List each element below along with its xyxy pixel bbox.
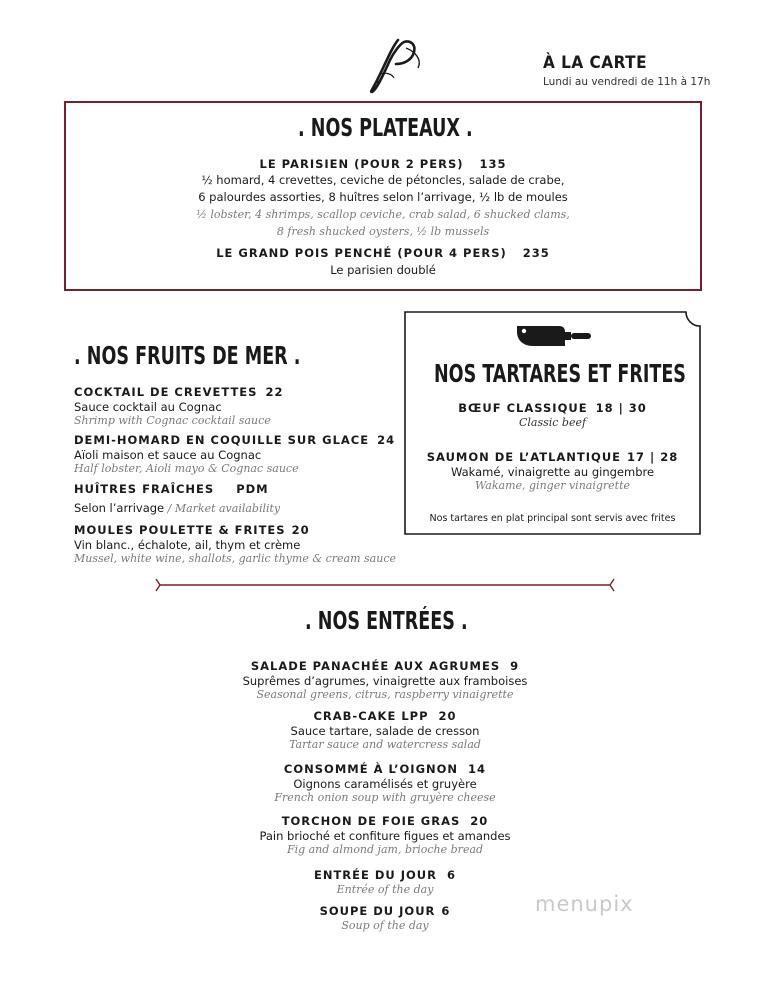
item-description-en: Fig and almond jam, brioche bread: [286, 843, 484, 856]
cleaver-icon: [515, 322, 593, 354]
entree-item: [150, 655, 620, 701]
section-divider: [154, 578, 616, 592]
item-price: 18 | 30: [595, 401, 647, 415]
item-description-fr: Selon l’arrivage: [74, 501, 165, 515]
item-name: DEMI-HOMARD EN COQUILLE SUR GLACE: [74, 433, 370, 447]
item-name: BŒUF CLASSIQUE: [458, 401, 588, 415]
item-price: 17 | 28: [627, 450, 679, 464]
item-description-fr: 6 palourdes assorties, 8 huîtres selon l’arrivage, ½ lb de moules: [198, 190, 568, 204]
item-description-en: Tartar sauce and watercress salad: [289, 738, 481, 751]
service-hours: Lundi au vendredi de 11h à 17h: [543, 76, 711, 88]
item-name: COCKTAIL DE CREVETTES: [74, 385, 258, 399]
item-description-fr: Sauce cocktail au Cognac: [74, 400, 222, 414]
item-price: 20: [438, 709, 457, 723]
item-price: 20: [291, 523, 310, 537]
plateau-item: [66, 242, 700, 279]
item-description-en: Soup of the day: [341, 919, 429, 932]
item-price: 135: [479, 157, 507, 171]
item-name: SAUMON DE L’ATLANTIQUE: [426, 450, 622, 464]
item-name: CRAB-CAKE LPP: [313, 709, 429, 723]
item-price: 22: [265, 385, 284, 399]
item-price: 6: [447, 868, 457, 882]
entree-item: [150, 810, 620, 856]
item-description-fr: Pain brioché et confiture figues et amandes: [259, 829, 511, 843]
item-name: CONSOMMÉ À L’OIGNON: [283, 762, 459, 776]
item-description-en: French onion soup with gruyère cheese: [274, 791, 496, 804]
item-description-en: Entrée of the day: [336, 883, 434, 896]
entree-item: [150, 758, 620, 804]
item-description-en: Seasonal greens, citrus, raspberry vinaigrette: [256, 688, 514, 701]
item-description-fr: Vin blanc., échalote, ail, thym et crème: [74, 538, 301, 552]
item-description-en: Shrimp with Cognac cocktail sauce: [74, 414, 271, 427]
item-description-en: / Market availability: [164, 502, 281, 515]
fruits-de-mer-title: . NOS FRUITS DE MER .: [74, 341, 301, 370]
logo-icon: [360, 34, 430, 96]
item-description-en: Wakame, ginger vinaigrette: [474, 479, 631, 492]
tartare-item: [406, 397, 699, 429]
item-description-fr: Sauce tartare, salade de cresson: [290, 724, 480, 738]
item-name: HUÎTRES FRAÎCHES: [74, 482, 215, 496]
item-description-fr: Le parisien doublé: [330, 263, 436, 277]
item-description-fr: Oignons caramélisés et gruyère: [293, 777, 477, 791]
item-price: 9: [510, 659, 520, 673]
item-description-fr: ½ homard, 4 crevettes, ceviche de pétoncles, salade de crabe,: [201, 173, 565, 187]
tartare-item: [406, 446, 699, 492]
item-name: ENTRÉE DU JOUR: [313, 868, 437, 882]
fruits-item: [74, 478, 404, 516]
item-price: 6: [441, 904, 451, 918]
plateau-item: [66, 153, 700, 240]
item-name: SOUPE DU JOUR: [319, 904, 436, 918]
item-description-en: ½ lobster, 4 shrimps, scallop ceviche, crab salad, 6 shucked clams,: [196, 208, 570, 221]
tartares-title: NOS TARTARES ET FRITES: [434, 359, 686, 388]
fruits-item: [74, 381, 404, 427]
item-name: LE PARISIEN (POUR 2 PERS): [259, 157, 464, 171]
item-name: MOULES POULETTE & FRITES: [74, 523, 286, 537]
fruits-item: [74, 519, 404, 565]
plateaux-title: . NOS PLATEAUX .: [298, 113, 473, 142]
item-description-en: Mussel, white wine, shallots, garlic thyme & cream sauce: [74, 552, 396, 565]
item-description-fr: Wakamé, vinaigrette au gingembre: [450, 465, 655, 479]
item-price: 20: [470, 814, 489, 828]
fruits-item: [74, 429, 404, 475]
item-description-fr: Suprêmes d’agrumes, vinaigrette aux framboises: [242, 674, 528, 688]
item-price: 14: [468, 762, 487, 776]
watermark: menupix: [535, 892, 634, 916]
tartares-note: Nos tartares en plat principal sont servis avec frites: [429, 513, 676, 524]
item-description-en: Classic beef: [518, 416, 587, 429]
item-price: PDM: [236, 482, 269, 496]
item-name: TORCHON DE FOIE GRAS: [281, 814, 461, 828]
item-name: SALADE PANACHÉE AUX AGRUMES: [250, 659, 501, 673]
entrees-title: . NOS ENTRÉES .: [305, 606, 468, 635]
item-price: 235: [522, 246, 550, 260]
entree-item: [150, 705, 620, 751]
menu-title: À LA CARTE: [543, 53, 648, 73]
item-price: 24: [377, 433, 396, 447]
item-description-fr: Aïoli maison et sauce au Cognac: [74, 448, 262, 462]
item-name: LE GRAND POIS PENCHÉ (POUR 4 PERS): [216, 246, 507, 260]
item-description-en: 8 fresh shucked oysters, ½ lb mussels: [276, 225, 490, 238]
item-description-en: Half lobster, Aioli mayo & Cognac sauce: [74, 462, 299, 475]
